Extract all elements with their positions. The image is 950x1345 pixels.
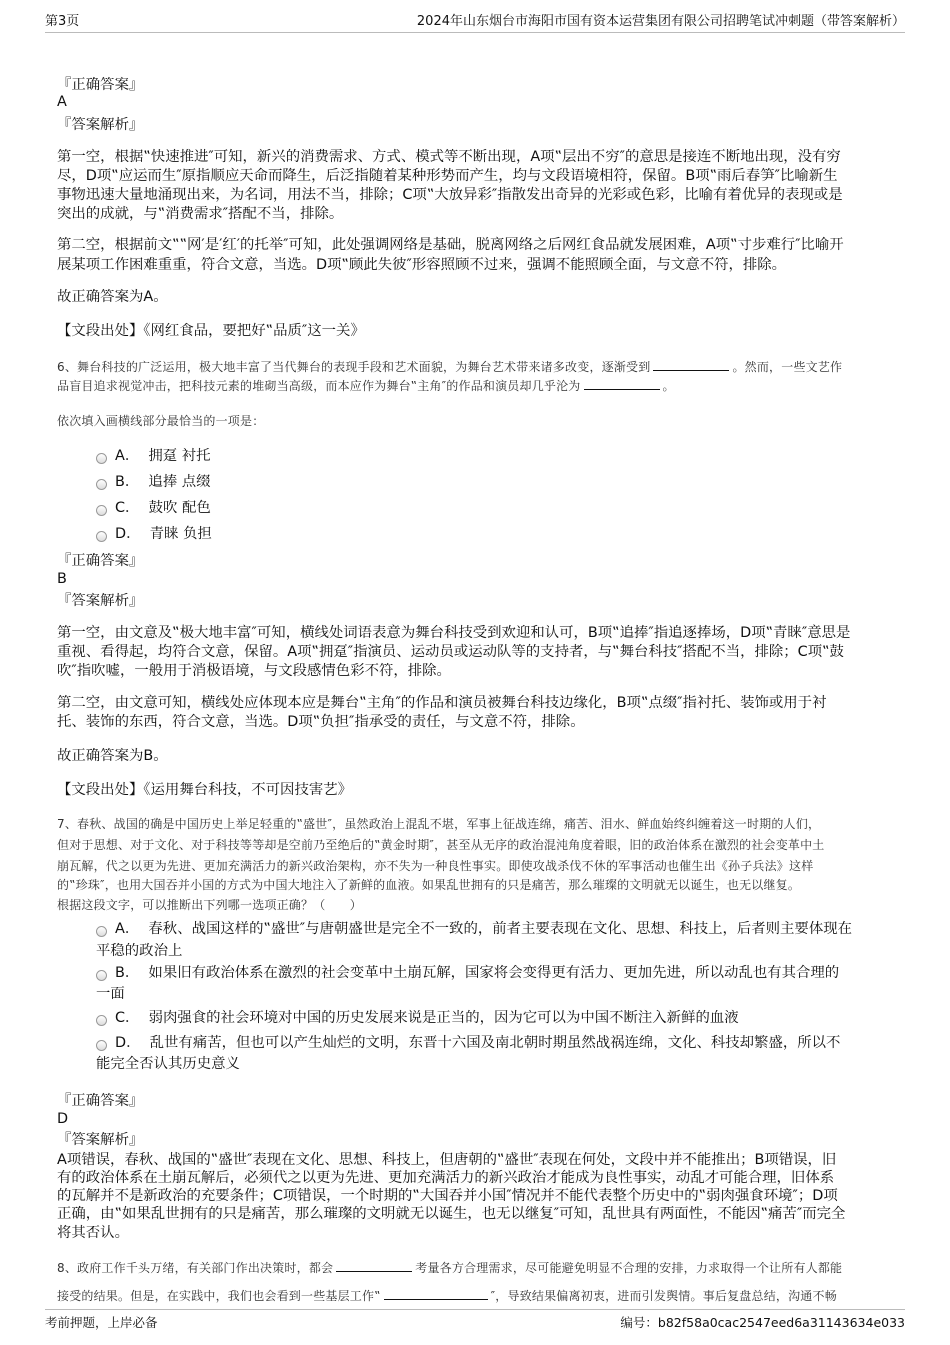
option-d[interactable] <box>115 1034 840 1053</box>
option-a[interactable] <box>115 920 852 939</box>
option-c[interactable] <box>115 1009 739 1028</box>
option-b-continued[interactable]: 一面 <box>96 986 125 1002</box>
question-text: 7、春秋、战国的确是中国历史上举足轻重的‟盛世″，虽然政治上混乱不堪，军事上征战连绵，痛苦、泪水、鲜血始终纠缠着这一时期的人们， <box>57 817 821 831</box>
analysis-line: 事物迅速大量地涌现出来，为名词，用法不当，排除；C项‟大放异彩″指散发出奇异的光彩或色彩，比喻有着优异的表现或是 <box>57 187 843 203</box>
footer-divider <box>45 1309 905 1310</box>
option-text: 弱肉强食的社会环境对中国的历史发展来说是正当的，因为它可以为中国不断注入新鲜的血液 <box>148 1010 739 1026</box>
question-segment: 考量各方合理需求，尽可能避免明显不合理的安排，力求取得一个让所有人都能 <box>415 1261 843 1275</box>
conclusion: 故正确答案为A。 <box>57 289 168 305</box>
option-letter: C． <box>115 1010 140 1026</box>
analysis-line: 展某项工作困难重重，符合文意，当选。D项‟顾此失彼″形容照顾不过来，强调不能照顾全面，与文意不符，排除。 <box>57 257 787 273</box>
page-number: 第3页 <box>45 14 80 29</box>
answer-label: 『正确答案』 <box>57 1093 144 1109</box>
option-letter: D． <box>115 1035 141 1051</box>
option-radio[interactable] <box>96 926 107 937</box>
analysis-line: 的瓦解并不是新政治的充要条件；C项错误，一个时期的‟大国吞并小国″情况并不能代表整个历史中的‟弱肉强食环境″；D项 <box>57 1188 838 1204</box>
question-text: 崩瓦解，代之以更为先进、更加充满活力的新兴政治架构，亦不失为一种良性事实。即使攻战杀伐不休的军事活动也催生出《孙子兵法》这样 <box>57 859 814 873</box>
option-radio[interactable] <box>96 970 107 981</box>
document-title: 2024年山东烟台市海阳市国有资本运营集团有限公司招聘笔试冲刺题（带答案解析） <box>416 14 905 29</box>
question-segment: ″，导致结果偏离初衷，进而引发舆情。事后复盘总结，沟通不畅 <box>490 1289 837 1303</box>
source: 【文段出处】《运用舞台科技，不可因技害艺》 <box>57 782 353 798</box>
option-letter: A． <box>115 448 140 464</box>
option-radio[interactable] <box>96 531 107 542</box>
option-radio[interactable] <box>96 1015 107 1026</box>
option-text: 追捧 点缀 <box>148 474 211 490</box>
analysis-line: 正确，由‟如果乱世拥有的只是痛苦，那么璀璨的文明就无以诞生，也无以继复″可知，乱世具有两面性，不能因‟痛苦″而完全 <box>57 1206 846 1222</box>
question-prompt: 根据这段文字，可以推断出下列哪一选项正确？（ ） <box>57 898 363 912</box>
option-d[interactable] <box>115 525 212 544</box>
option-letter: C． <box>115 500 140 516</box>
question-text: 但对于思想、对于文化、对于科技等等却是空前乃至绝后的‟黄金时期″，甚至从无序的政治混沌角度着眼，旧的政治体系在激烈的社会变革中土 <box>57 838 825 852</box>
option-letter: B． <box>115 965 140 981</box>
answer-label: 『正确答案』 <box>57 553 144 569</box>
option-text: 乱世有痛苦，但也可以产生灿烂的文明，东晋十六国及南北朝时期虽然战祸连绵，文化、科技却繁盛，所以不 <box>149 1035 841 1051</box>
blank <box>336 1259 412 1272</box>
option-text: 春秋、战国这样的‟盛世″与唐朝盛世是完全不一致的，前者主要表现在文化、思想、科技上，后者则主要体现在 <box>148 921 852 937</box>
blank <box>584 377 660 390</box>
analysis-line: 将其否认。 <box>57 1225 129 1241</box>
question-text <box>57 358 842 377</box>
blank <box>384 1287 488 1300</box>
header-divider <box>45 32 905 33</box>
option-text: 青睐 负担 <box>149 526 212 542</box>
option-letter: A． <box>115 921 140 937</box>
option-text: 鼓吹 配色 <box>148 500 211 516</box>
option-b[interactable] <box>115 964 839 983</box>
option-a[interactable] <box>115 447 211 466</box>
question-segment: 。 <box>662 379 675 393</box>
option-letter: D． <box>115 526 141 542</box>
option-text: 拥趸 衬托 <box>148 448 211 464</box>
source: 【文段出处】《网红食品，要把好‟品质″这一关》 <box>57 323 365 339</box>
document-id: 编号：b82f58a0cac2547eed6a31143634e033 <box>620 1315 905 1330</box>
option-b[interactable] <box>115 473 211 492</box>
question-text: 的‟珍珠″，也用大国吞并小国的方式为中国大地注入了新鲜的血液。如果乱世拥有的只是痛苦，那么璀璨的文明就无以诞生，也无以继复。 <box>57 878 801 892</box>
question-text <box>57 1259 842 1278</box>
option-c[interactable] <box>115 499 211 518</box>
option-a-continued[interactable]: 平稳的政治上 <box>96 943 183 959</box>
analysis-line: 有的政治体系在土崩瓦解后，必须代之以更为先进、更加充满活力的新兴政治才能成为良性事实，动乱才可能合理，旧体系 <box>57 1170 835 1186</box>
analysis-line: 突出的成就，与‟消费需求″搭配不当，排除。 <box>57 206 344 222</box>
answer-label: 『正确答案』 <box>57 77 144 93</box>
question-segment: 接受的结果。但是，在实践中，我们也会看到一些基层工作‟ <box>57 1289 381 1303</box>
option-radio[interactable] <box>96 453 107 464</box>
option-text: 如果旧有政治体系在激烈的社会变革中土崩瓦解，国家将会变得更有活力、更加先进，所以动乱也有其合理的 <box>148 965 840 981</box>
conclusion: 故正确答案为B。 <box>57 748 168 764</box>
question-segment: 品盲目追求视觉冲击，把科技元素的堆砌当高级，而本应作为舞台‟主角″的作品和演员却几乎沦为 <box>57 379 581 393</box>
analysis-line: 第二空，根据前文‟‟网′是′红′的托举″可知，此处强调网络是基础，脱离网络之后网红食品就发展困难，A项‟寸步难行″比喻开 <box>57 237 844 253</box>
analysis-line: 吹″指吹嘘，一般用于消极语境，与文段感情色彩不符，排除。 <box>57 663 451 679</box>
analysis-label: 『答案解析』 <box>57 1132 144 1148</box>
question-segment: 8、政府工作千头万绪，有关部门作出决策时，都会 <box>57 1261 334 1275</box>
question-text <box>57 1287 837 1306</box>
option-letter: B． <box>115 474 140 490</box>
analysis-line: 第一空，根据‟快速推进″可知，新兴的消费需求、方式、模式等不断出现，A项‟层出不穷″的意思是接连不断地出现，没有穷 <box>57 149 841 165</box>
option-radio[interactable] <box>96 505 107 516</box>
analysis-line: 托、装饰的东西，符合文意，当选。D项‟负担″指承受的责任，与文意不符，排除。 <box>57 714 585 730</box>
option-d-continued[interactable]: 能完全否认其历史意义 <box>96 1056 240 1072</box>
question-prompt: 依次填入画横线部分最恰当的一项是： <box>57 414 265 428</box>
footer-slogan: 考前押题，上岸必备 <box>45 1315 158 1330</box>
option-radio[interactable] <box>96 1040 107 1051</box>
analysis-line: A项错误，春秋、战国的‟盛世″表现在文化、思想、科技上，但唐朝的‟盛世″表现在何处，文段中并不能推出；B项错误，旧 <box>57 1152 837 1168</box>
analysis-line: 尽，D项‟应运而生″原指顺应天命而降生，后泛指随着某种形势而产生，均与文段语境相符，保留。B项‟雨后春笋″比喻新生 <box>57 168 838 184</box>
question-text <box>57 377 675 396</box>
option-radio[interactable] <box>96 479 107 490</box>
correct-answer: B <box>57 571 67 587</box>
question-segment: 。然而，一些文艺作 <box>732 360 843 374</box>
correct-answer: D <box>57 1111 69 1127</box>
correct-answer: A <box>57 94 67 110</box>
analysis-line: 重视、看得起，均符合文意，保留。A项‟拥趸″指演员、运动员或运动队等的支持者，与‟舞台科技″搭配不当，排除；C项‟鼓 <box>57 644 844 660</box>
analysis-line: 第二空，由文意可知，横线处应体现本应是舞台‟主角″的作品和演员被舞台科技边缘化，B项‟点缀″指衬托、装饰或用于衬 <box>57 695 827 711</box>
question-segment: 6、舞台科技的广泛运用，极大地丰富了当代舞台的表现手段和艺术面貌，为舞台艺术带来诸多改变，逐渐受到 <box>57 360 651 374</box>
blank <box>653 358 729 371</box>
analysis-label: 『答案解析』 <box>57 117 144 133</box>
analysis-label: 『答案解析』 <box>57 593 144 609</box>
analysis-line: 第一空，由文意及‟极大地丰富″可知，横线处词语表意为舞台科技受到欢迎和认可，B项‟追捧″指追逐捧场，D项‟青睐″意思是 <box>57 625 851 641</box>
